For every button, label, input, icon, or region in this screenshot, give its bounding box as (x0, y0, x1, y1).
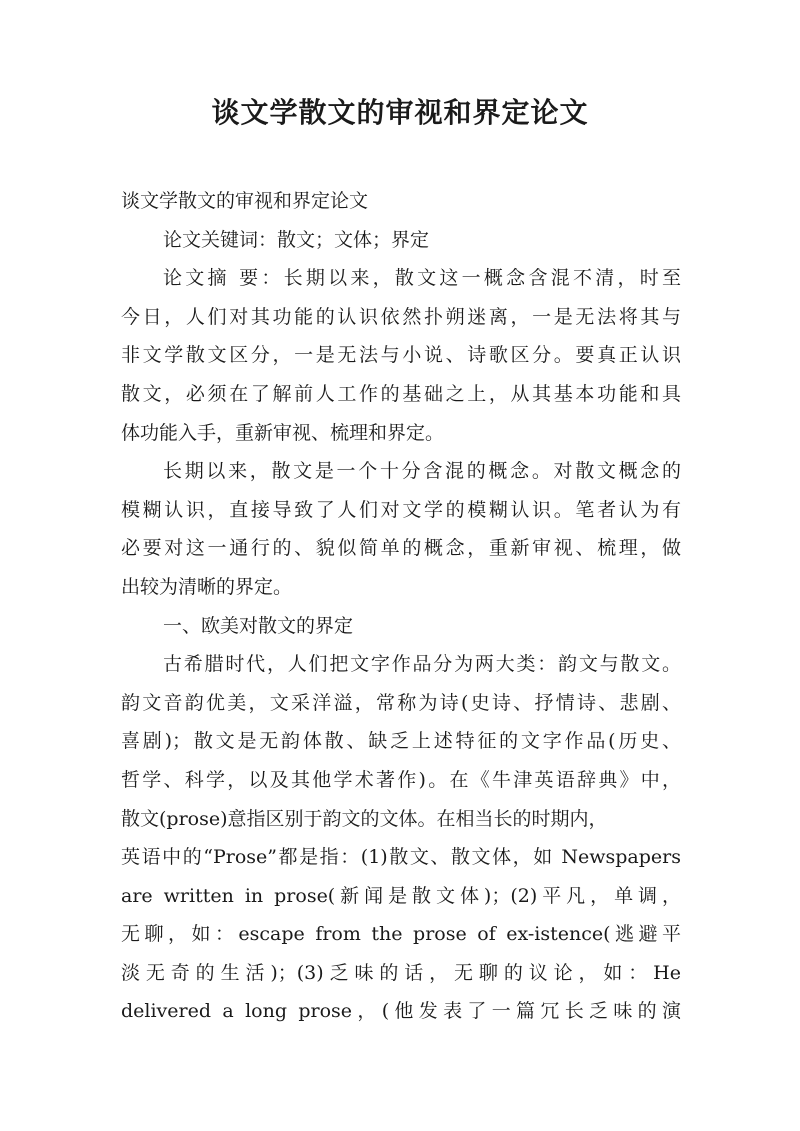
abstract-line: 非文学散文区分，一是无法与小说、诗歌区分。要真正认识 (121, 344, 681, 367)
paragraph-line: are written in prose(新闻是散文体)；(2)平凡，单调， (121, 884, 681, 907)
paragraph-line: 出较为清晰的界定。 (121, 575, 293, 598)
keywords-line: 论文关键词：散文；文体；界定 (163, 228, 430, 251)
paragraph-line: 长期以来，散文是一个十分含混的概念。对散文概念的 (163, 460, 681, 483)
section-heading: 一、欧美对散文的界定 (163, 614, 354, 637)
paragraph-line: 韵文音韵优美，文采洋溢，常称为诗(史诗、抒情诗、悲剧、 (121, 691, 681, 714)
abstract-line: 论文摘 要：长期以来，散文这一概念含混不清，时至 (163, 267, 681, 290)
paragraph-line: 必要对这一通行的、貌似简单的概念，重新审视、梳理，做 (121, 537, 681, 560)
paragraph-line: 散文(prose)意指区别于韵文的文体。在相当长的时期内， (121, 807, 608, 830)
paragraph-line: 无聊，如：escape from the prose of ex-istence(逃避平 (121, 923, 681, 946)
paragraph-line: 模糊认识，直接导致了人们对文学的模糊认识。笔者认为有 (121, 498, 681, 521)
document-title: 谈文学散文的审视和界定论文 (211, 96, 589, 129)
abstract-line: 今日，人们对其功能的认识依然扑朔迷离，一是无法将其与 (121, 305, 681, 328)
abstract-line: 散文，必须在了解前人工作的基础之上，从其基本功能和具 (121, 382, 681, 405)
document-body (121, 182, 681, 1031)
paragraph-line: delivered a long prose，(他发表了一篇冗长乏味的演 (121, 1000, 681, 1023)
paragraph-line: 哲学、科学，以及其他学术著作)。在《牛津英语辞典》中， (121, 768, 681, 791)
paragraph-line: 喜剧)；散文是无韵体散、缺乏上述特征的文字作品(历史、 (121, 730, 681, 753)
paragraph-line: 淡无奇的生活)；(3)乏味的话，无聊的议论，如：He (121, 961, 681, 984)
paragraph-line: 英语中的“Prose”都是指：(1)散文、散文体，如 Newspapers (121, 846, 681, 869)
subtitle-line: 谈文学散文的审视和界定论文 (121, 190, 369, 212)
paragraph-line: 古希腊时代，人们把文字作品分为两大类：韵文与散文。 (163, 653, 681, 676)
abstract-line: 体功能入手，重新审视、梳理和界定。 (121, 421, 445, 444)
